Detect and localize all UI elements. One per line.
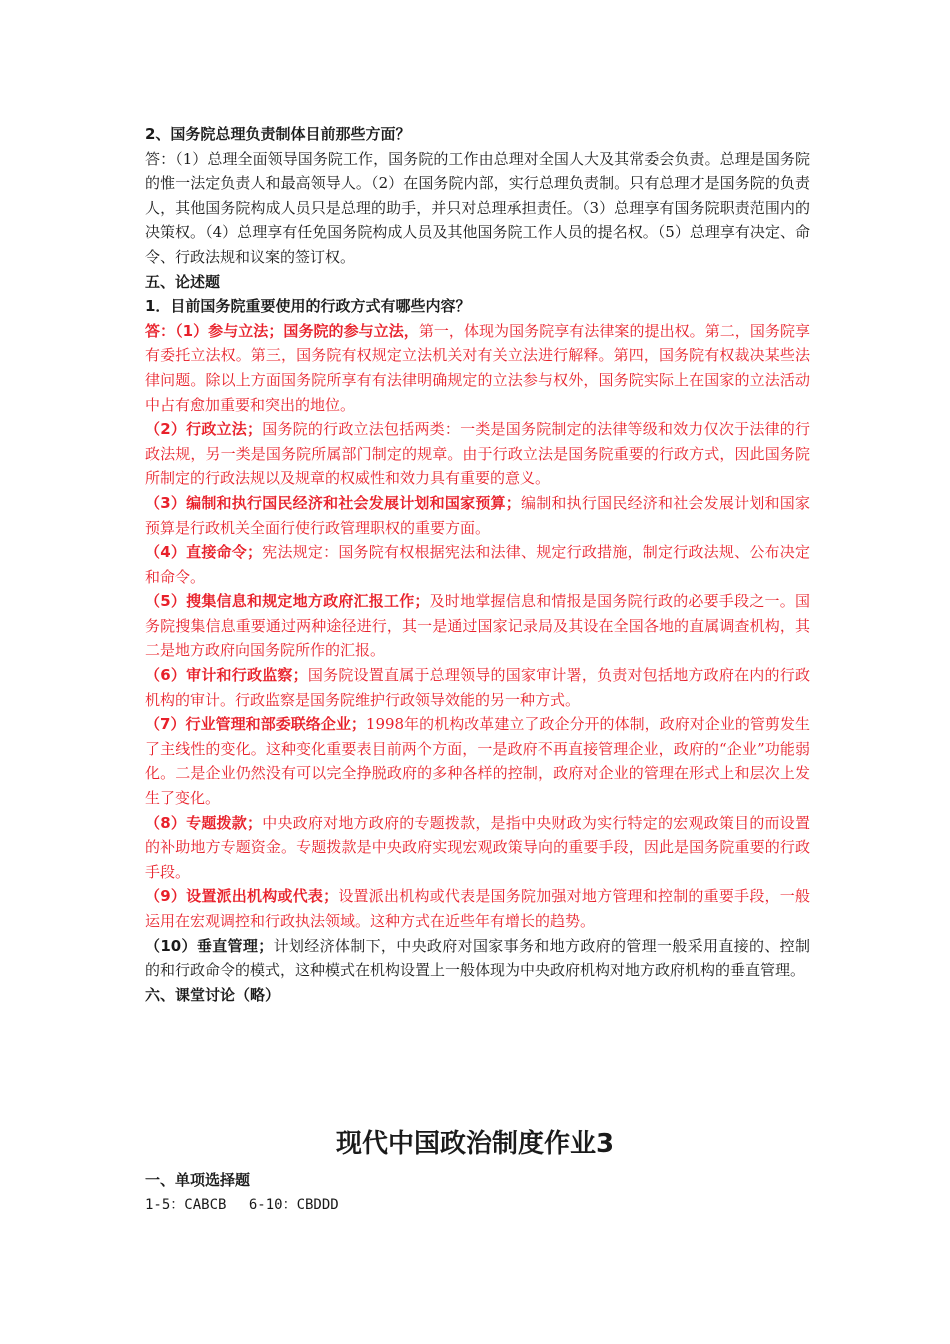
answer-item-lead: （9）设置派出机构或代表； (145, 887, 339, 906)
answer-item-lead: （4）直接命令； (145, 543, 262, 562)
answer-item-text: 国务院设置直属于总理领导的国家审计署，负责对包括地方政府在内的行政机构的审计。行政监察是国务院维护行政领导效能的另一种方式。 (145, 666, 810, 709)
answer-item-2 (145, 417, 810, 491)
answer-item-lead: （8）专题拨款； (145, 813, 262, 832)
section-5-question: 1．目前国务院重要使用的行政方式有哪些内容？ (145, 297, 471, 316)
answer-item-5 (145, 589, 810, 663)
answer-item-lead: （5）搜集信息和规定地方政府汇报工作； (145, 592, 430, 611)
answer-item-text: 宪法规定：国务院有权根据宪法和法律、规定行政措施，制定行政法规、公布决定和命令。 (145, 543, 810, 586)
answer-item-10 (145, 934, 810, 983)
answer-item-8 (145, 811, 810, 885)
section-6-heading: 六、课堂讨论（略） (145, 985, 281, 1004)
document-body (145, 122, 810, 1007)
answer-item-3 (145, 491, 810, 540)
question-2-answer: 答：（1）总理全面领导国务院工作，国务院的工作由总理对全国人大及其常委会负责。总理是国务院的惟一法定负责人和最高领导人。（2）在国务院内部，实行总理负责制。只有总理才是国务院的负责人，其他国务院构成人员只是总理的助手，并只对总理承担责任。（3）总理享有国务院职责范围内的决策权。（4）总理享有任免国务院构成人员及其他国务院工作人员的提名权。（5）总理享有决定、命令、行政法规和议案的签订权。 (145, 149, 810, 266)
answer-item-lead: （2）行政立法； (145, 420, 262, 439)
answer-item-text: 第一，体现为国务院享有法律案的提出权。第二，国务院享有委托立法权。第三，国务院有权规定立法机关对有关立法进行解释。第四，国务院有权裁决某些法律问题。除以上方面国务院所享有有法律明确规定的立法参与权外，国务院实际上在国家的立法活动中占有愈加重要和突出的地位。 (145, 321, 810, 414)
answer-item-4 (145, 540, 810, 589)
assignment-3-title: 现代中国政治制度作业3 (335, 1129, 615, 1159)
answer-item-lead: 答：（1）参与立法；国务院的参与立法， (145, 321, 419, 340)
answer-item-text: 1998年的机构改革建立了政企分开的体制，政府对企业的管剪发生了主线性的变化。这种变化重要表目前两个方面，一是政府不再直接管理企业，政府的“企业”功能弱化。二是企业仍然没有可以完全挣脱政府的多种各样的控制，政府对企业的管理在形式上和层次上发生了变化。 (145, 715, 810, 808)
question-2-heading: 2、国务院总理负责制体目前那些方面？ (145, 125, 411, 143)
answer-item-text: 计划经济体制下，中央政府对国家事务和地方政府的管理一般采用直接的、控制的和行政命令的模式，这种模式在机构设置上一般体现为中央政府机构对地方政府机构的垂直管理。 (145, 936, 810, 980)
answer-item-text: 设置派出机构或代表是国务院加强对地方管理和控制的重要手段，一般运用在宏观调控和行政执法领域。这种方式在近些年有增长的趋势。 (145, 887, 810, 930)
answer-item-lead: （10）垂直管理； (145, 936, 274, 955)
answer-item-lead: （3）编制和执行国民经济和社会发展计划和国家预算； (145, 493, 521, 512)
choice-answers: 1-5：CABCB 6-10：CBDDD (145, 1196, 339, 1213)
answer-item-lead: （6）审计和行政监察； (145, 666, 308, 685)
assignment-3-body (145, 1168, 810, 1217)
answer-item-text: 中央政府对地方政府的专题拨款，是指中央财政为实行特定的宏观政策目的而设置的补助地方专题资金。专题拨款是中央政府实现宏观政策导向的重要手段，因此是国务院重要的行政手段。 (145, 813, 810, 881)
answer-item-6 (145, 663, 810, 712)
answer-item-7 (145, 712, 810, 810)
answer-item-text: 国务院的行政立法包括两类：一类是国务院制定的法律等级和效力仅次于法律的行政法规，另一类是国务院所属部门制定的规章。由于行政立法是国务院重要的行政方式，因此国务院所制定的行政法规以及规章的权威性和效力具有重要的意义。 (145, 420, 810, 488)
section-5-heading: 五、论述题 (145, 272, 221, 291)
answer-item-1 (145, 319, 810, 417)
section-1-heading: 一、单项选择题 (145, 1171, 251, 1189)
answer-item-text: 及时地掌握信息和情报是国务院行政的必要手段之一。国务院搜集信息重要通过两种途径进行，其一是通过国家记录局及其设在全国各地的直属调查机构，其二是地方政府向国务院所作的汇报。 (145, 592, 810, 660)
answer-item-9 (145, 884, 810, 933)
answer-item-lead: （7）行业管理和部委联络企业； (145, 715, 366, 734)
answer-item-text: 编制和执行国民经济和社会发展计划和国家预算是行政机关全面行使行政管理职权的重要方面。 (145, 493, 810, 537)
